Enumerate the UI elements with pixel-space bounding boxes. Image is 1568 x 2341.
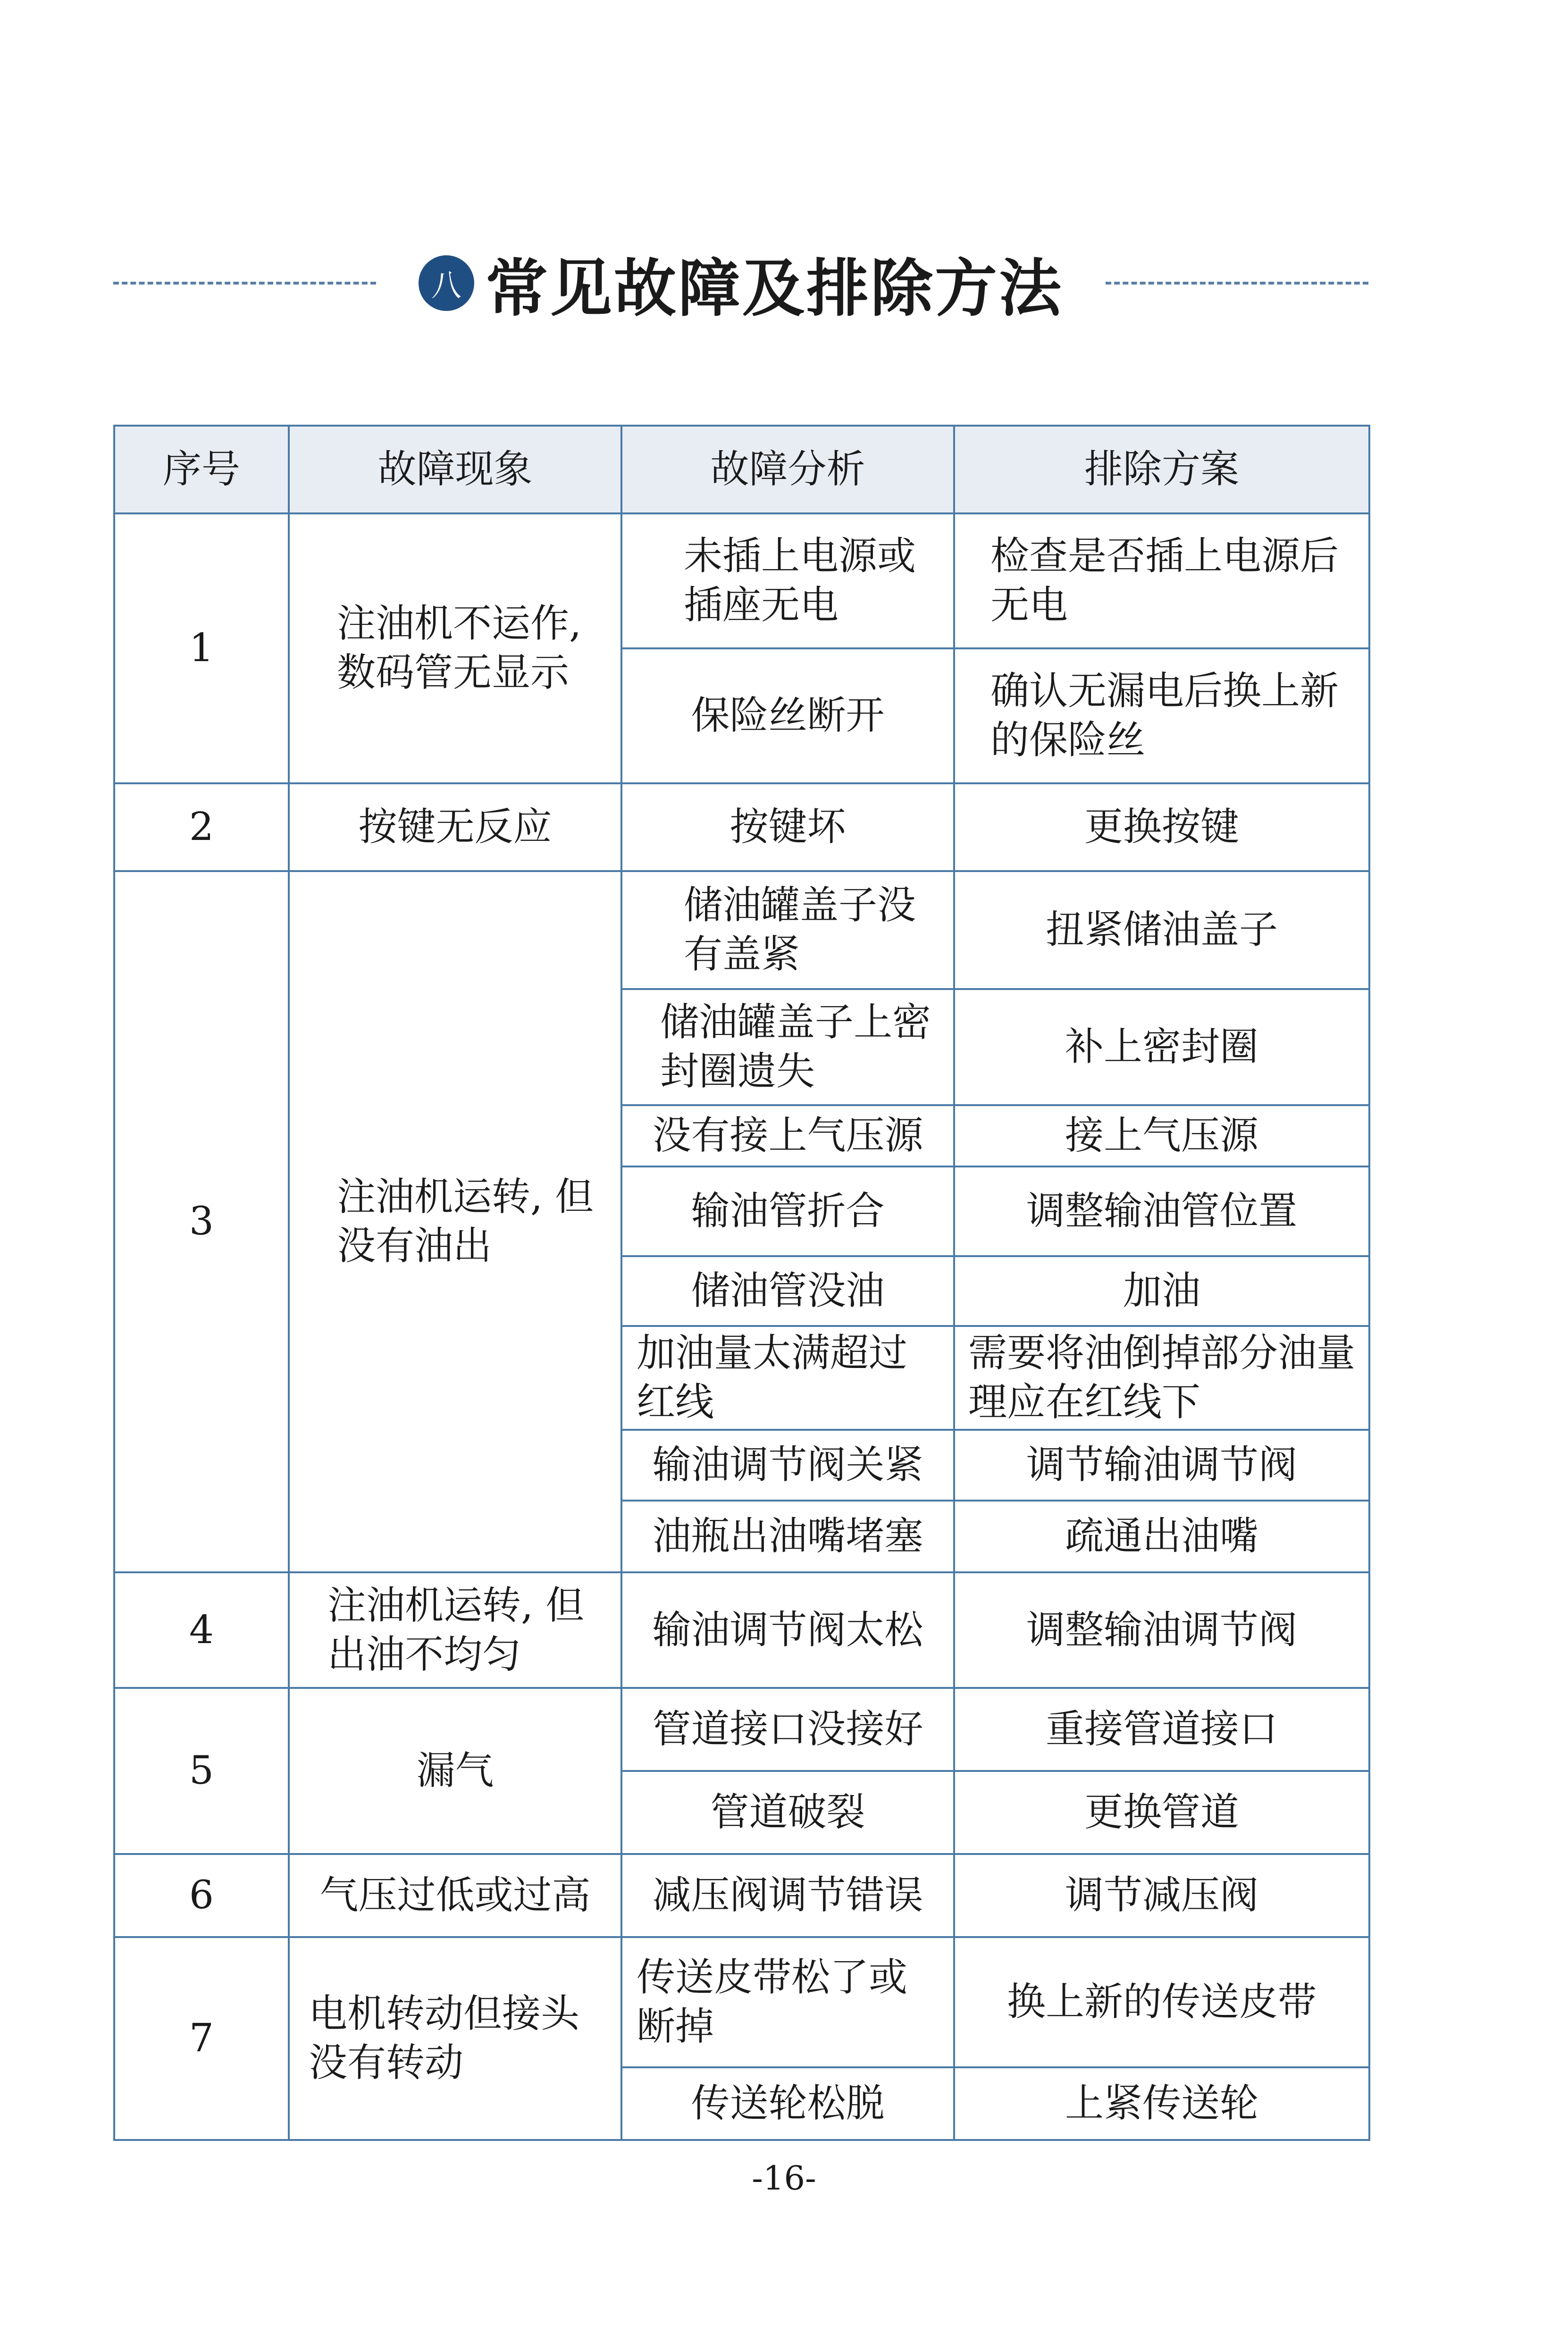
fault-solution: 换上新的传送皮带 (954, 1937, 1369, 2067)
table-row (114, 1937, 1369, 2067)
fault-solution: 重接管道接口 (954, 1688, 1369, 1771)
fault-solution: 确认无漏电后换上新的保险丝 (954, 648, 1369, 783)
troubleshooting-table (113, 425, 1370, 2141)
fault-analysis: 按键坏 (621, 783, 954, 871)
table-row (114, 1854, 1369, 1937)
table-header-row (114, 426, 1369, 513)
fault-analysis: 管道接口没接好 (621, 1688, 954, 1771)
fault-analysis: 保险丝断开 (621, 648, 954, 783)
row-number: 4 (114, 1572, 289, 1688)
row-number: 6 (114, 1854, 289, 1937)
heading-inner (419, 238, 1063, 328)
fault-solution: 调节减压阀 (954, 1854, 1369, 1937)
table-row (114, 871, 1369, 989)
fault-analysis: 储油罐盖子没有盖紧 (621, 871, 954, 989)
table-row (114, 783, 1369, 871)
page-title: 常见故障及排除方法 (486, 252, 1063, 325)
fault-symptom: 注油机运转, 但没有油出 (289, 871, 621, 1572)
header-analysis: 故障分析 (621, 426, 954, 513)
fault-analysis: 没有接上气压源 (621, 1105, 954, 1166)
fault-solution: 疏通出油嘴 (954, 1501, 1369, 1572)
row-number: 1 (114, 513, 289, 783)
fault-analysis: 传送皮带松了或断掉 (621, 1937, 954, 2067)
fault-solution: 补上密封圈 (954, 989, 1369, 1105)
table-row (114, 513, 1369, 648)
fault-analysis: 储油管没油 (621, 1256, 954, 1326)
left-dashed-divider (113, 282, 376, 285)
fault-solution: 调节输油调节阀 (954, 1430, 1369, 1501)
fault-analysis: 传送轮松脱 (621, 2067, 954, 2140)
fault-analysis: 输油调节阀太松 (621, 1572, 954, 1688)
row-number: 5 (114, 1688, 289, 1854)
fault-symptom: 注油机运转, 但出油不均匀 (289, 1572, 621, 1688)
row-number: 7 (114, 1937, 289, 2140)
row-number: 2 (114, 783, 289, 871)
right-dashed-divider (1106, 282, 1368, 285)
fault-analysis: 储油罐盖子上密封圈遗失 (621, 989, 954, 1105)
fault-solution: 需要将油倒掉部分油量理应在红线下 (954, 1326, 1369, 1430)
header-solution: 排除方案 (954, 426, 1369, 513)
fault-symptom: 气压过低或过高 (289, 1854, 621, 1937)
fault-solution: 更换按键 (954, 783, 1369, 871)
fault-solution: 调整输油调节阀 (954, 1572, 1369, 1688)
fault-solution: 更换管道 (954, 1771, 1369, 1854)
fault-symptom: 电机转动但接头没有转动 (289, 1937, 621, 2140)
fault-analysis: 输油调节阀关紧 (621, 1430, 954, 1501)
header-no: 序号 (114, 426, 289, 513)
fault-symptom: 漏气 (289, 1688, 621, 1854)
fault-analysis: 减压阀调节错误 (621, 1854, 954, 1937)
fault-solution: 接上气压源 (954, 1105, 1369, 1166)
fault-analysis: 输油管折合 (621, 1166, 954, 1256)
fault-solution: 扭紧储油盖子 (954, 871, 1369, 989)
table-row (114, 1688, 1369, 1771)
header-symptom: 故障现象 (289, 426, 621, 513)
fault-solution: 调整输油管位置 (954, 1166, 1369, 1256)
fault-solution: 上紧传送轮 (954, 2067, 1369, 2140)
fault-symptom: 注油机不运作, 数码管无显示 (289, 513, 621, 783)
fault-analysis: 管道破裂 (621, 1771, 954, 1854)
table-row (114, 1572, 1369, 1688)
fault-analysis: 加油量太满超过红线 (621, 1326, 954, 1430)
fault-analysis: 未插上电源或插座无电 (621, 513, 954, 648)
fault-analysis: 油瓶出油嘴堵塞 (621, 1501, 954, 1572)
row-number: 3 (114, 871, 289, 1572)
fault-symptom: 按键无反应 (289, 783, 621, 871)
section-heading (113, 236, 1368, 330)
section-number-badge: 八 (419, 255, 474, 311)
page-number: -16- (752, 2159, 816, 2198)
fault-solution: 加油 (954, 1256, 1369, 1326)
fault-solution: 检查是否插上电源后无电 (954, 513, 1369, 648)
